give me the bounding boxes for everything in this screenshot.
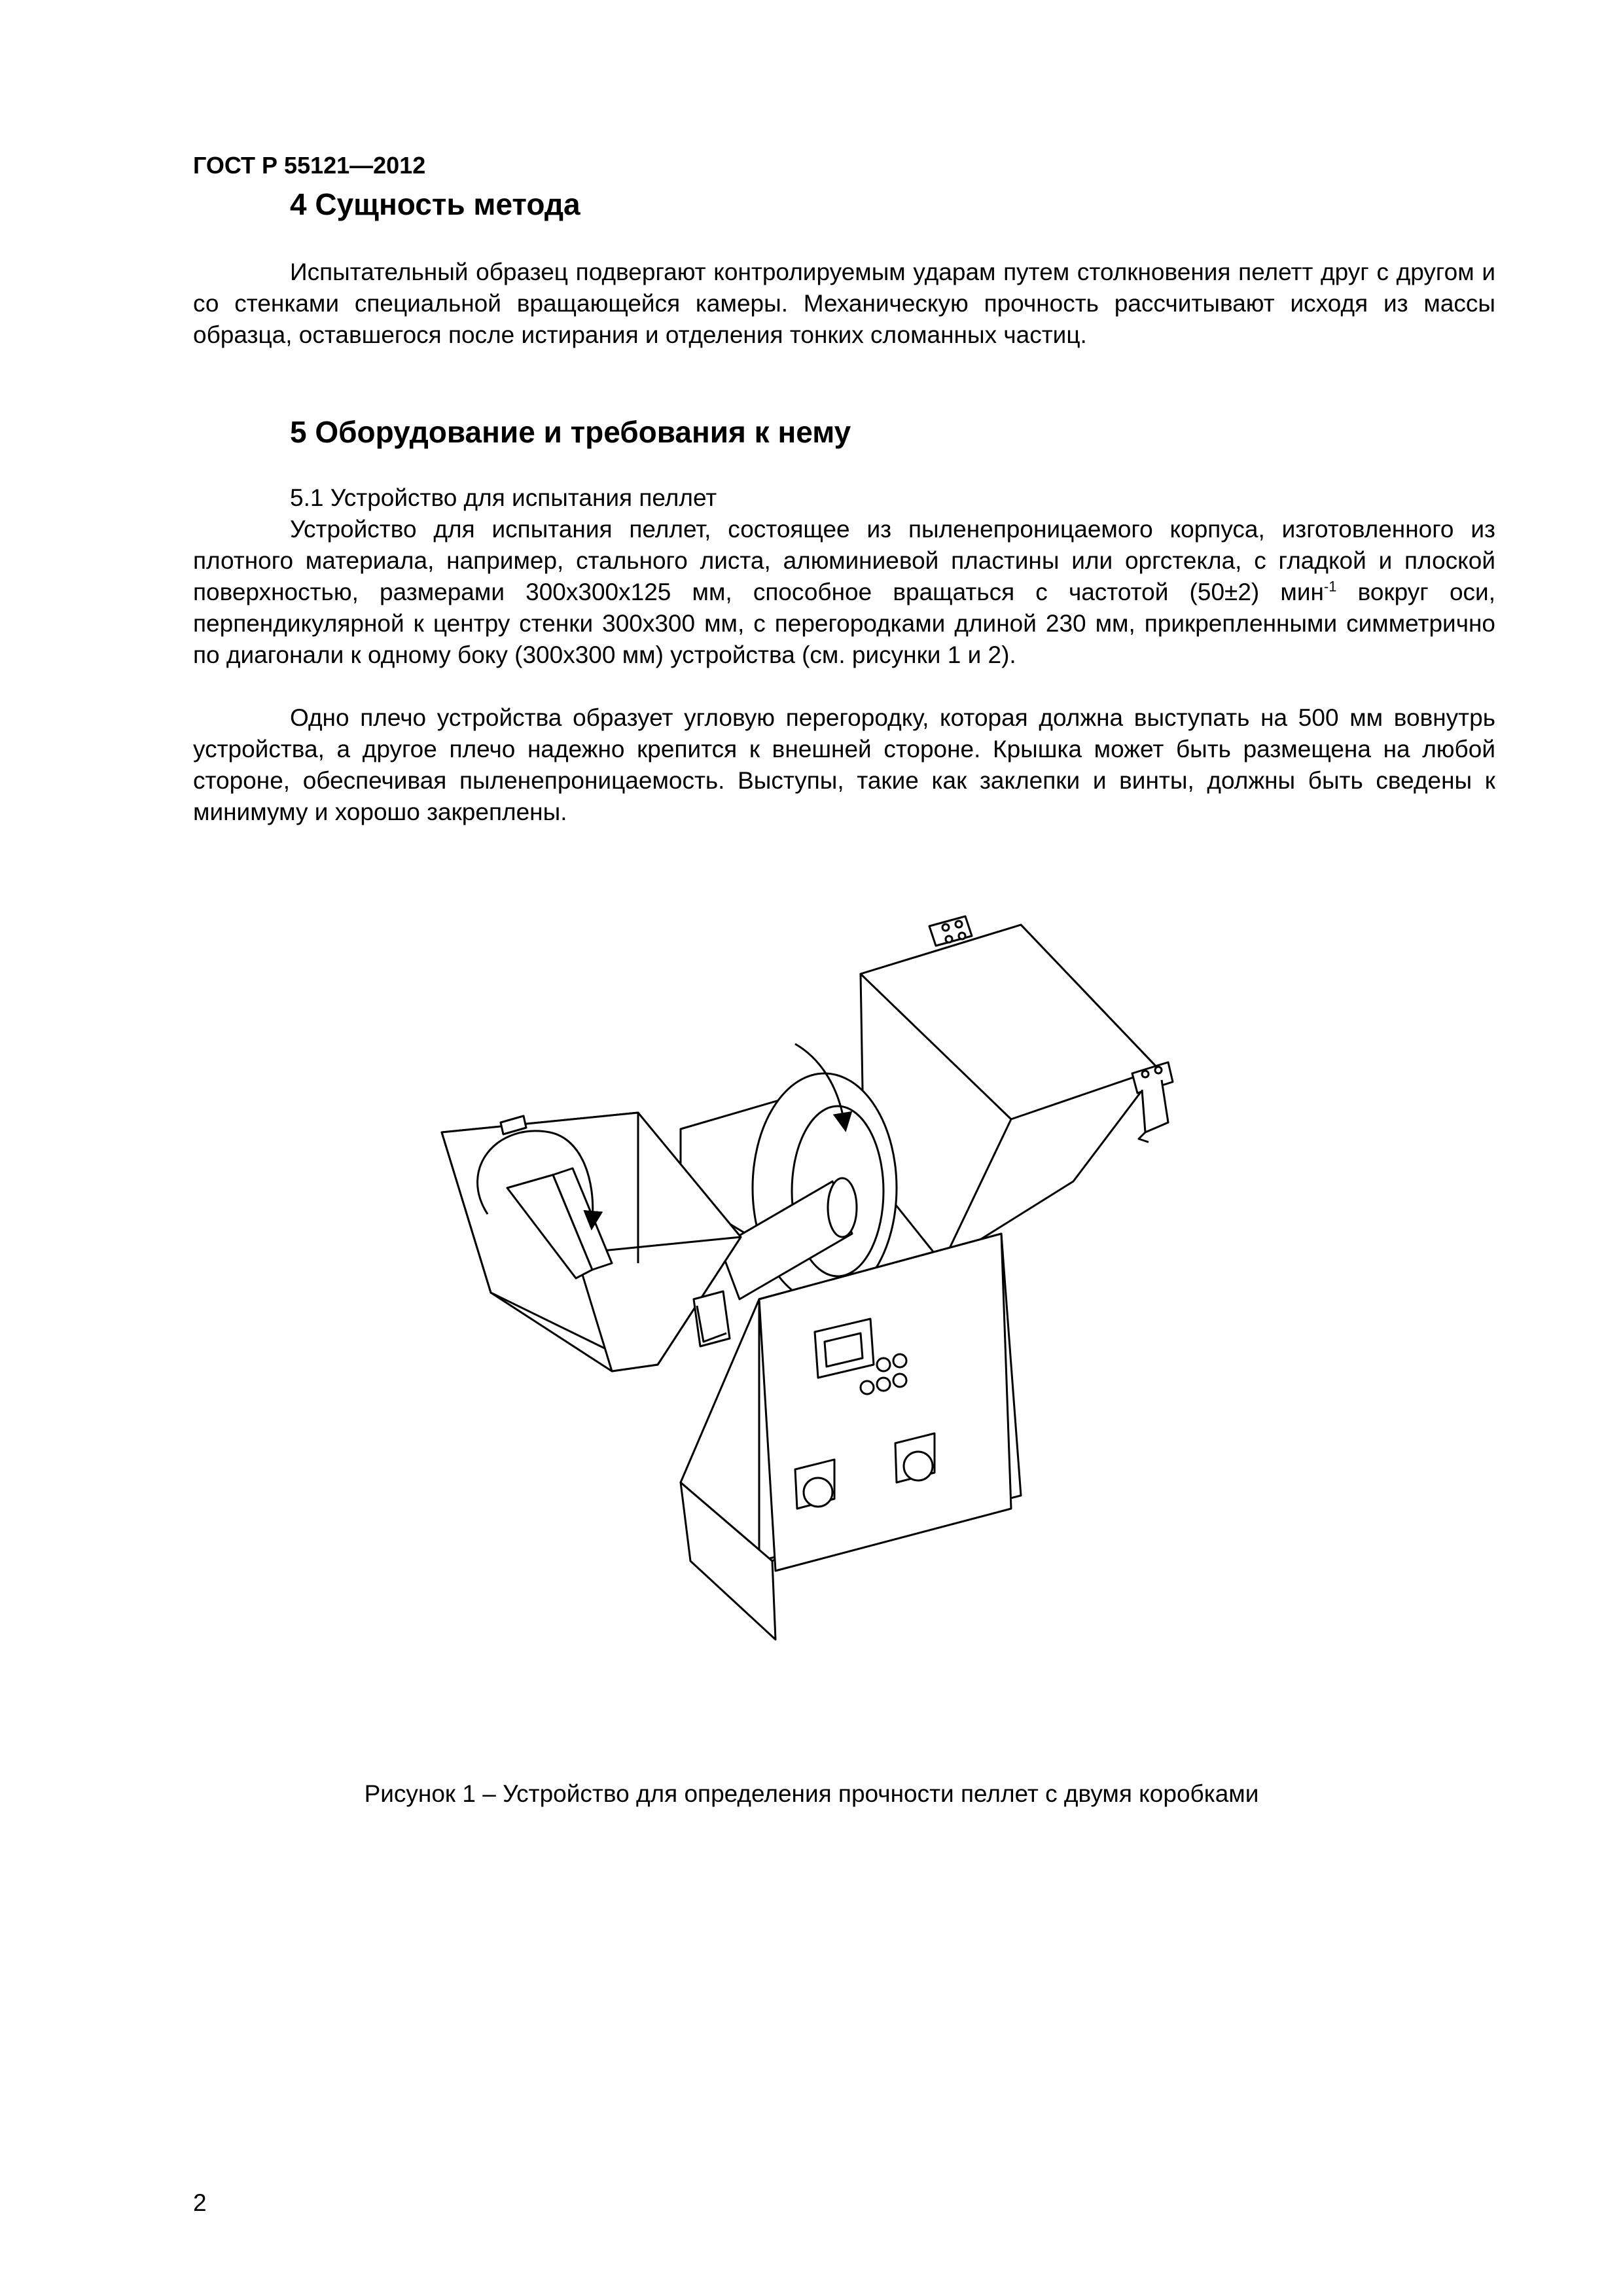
section-5-paragraph-2-text: Одно плечо устройства образует угловую перегородку, которая должна выступать на 500 мм вовнутрь устройства, а другое плечо надежно крепится к внешней стороне. Крышка может быть размещена на любой стороне, обеспечивая пыленепроницаемость. Выступы, такие как заклепки и винты, должны быть сведены к минимуму и хорошо закреплены.	[193, 704, 1495, 825]
section-5-paragraph-1	[193, 514, 1495, 671]
page-number: 2	[193, 2189, 207, 2216]
section-4-text: Испытательный образец подвергают контролируемым ударам путем столкновения пелетт друг с другом и со стенками специальной вращающейся камеры. Механическую прочность рассчитывают исходя из массы образца, оставшегося после истирания и отделения тонких сломанных частиц.	[193, 259, 1495, 348]
section-4-title: 4 Сущность метода	[290, 187, 580, 221]
document-code-header: ГОСТ Р 55121—2012	[193, 152, 426, 179]
section-5-title: 5 Оборудование и требования к нему	[290, 415, 851, 449]
section-5-paragraph-1-text: Устройство для испытания пеллет, состоящее из пыленепроницаемого корпуса, изготовленного из плотного материала, например, стального листа, алюминиевой пластины или оргстекла, с гладкой и плоской поверхностью, размерами 300x300x125 мм, способное вращаться с частотой (50±2) мин	[193, 516, 1495, 605]
section-4-paragraph	[193, 257, 1495, 351]
right-box	[861, 916, 1173, 1263]
section-5-paragraph-1-text-end: вокруг оси, перпендикулярной к центру стенки 300x300 мм, с перегородками длиной 230 мм, прикрепленными симметрично по диагонали к одному боку (300x300 мм) устройства (см. рисунки 1 и 2).	[193, 579, 1495, 668]
section-5-paragraph-2	[193, 702, 1495, 828]
exponent-superscript: -1	[1323, 578, 1337, 595]
figure-1-caption: Рисунок 1 – Устройство для определения прочности пеллет с двумя коробками	[364, 1780, 1259, 1807]
pellet-tester-drawing	[366, 906, 1309, 1751]
subsection-5-1-title: 5.1 Устройство для испытания пеллет	[290, 484, 717, 511]
